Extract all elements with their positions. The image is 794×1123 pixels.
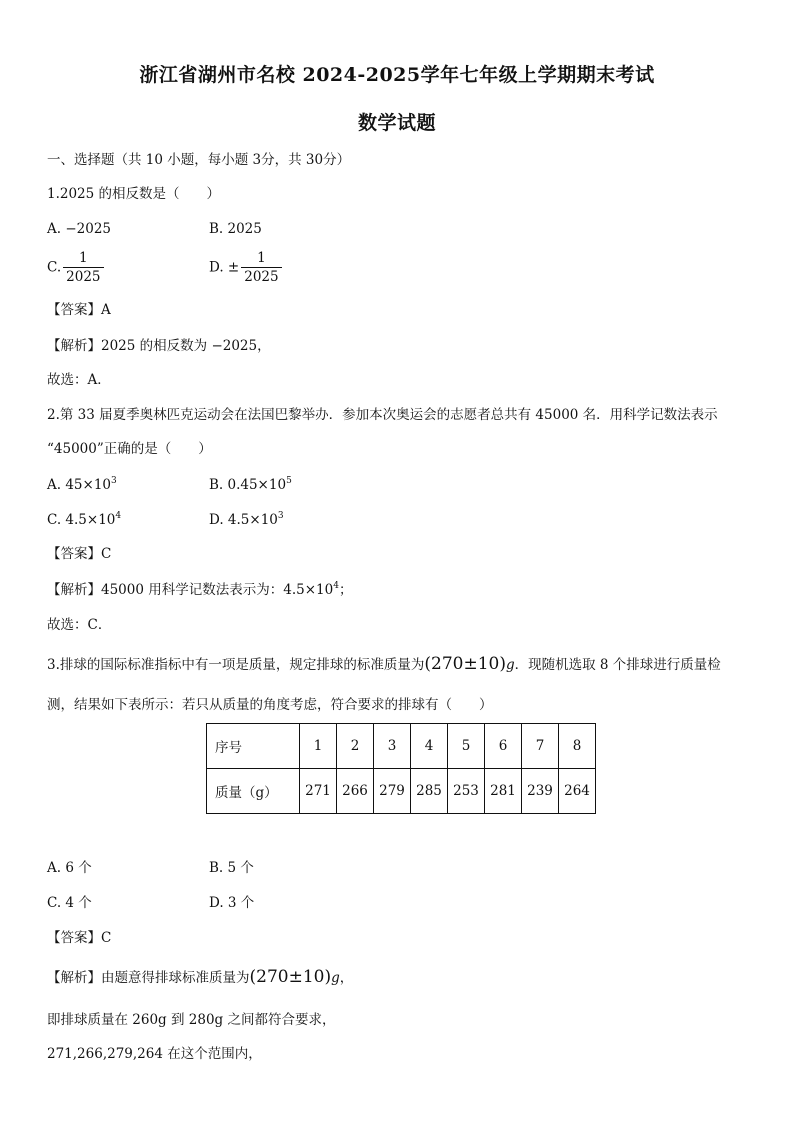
mass-table (206, 723, 596, 814)
table-cell: 285 (411, 769, 448, 814)
q2-option-d (209, 510, 284, 530)
q2-option-b-exponent: 5 (286, 476, 292, 486)
q2-option-c-base: C. 4.5×10 (47, 512, 116, 528)
table-header-index: 序号 (207, 724, 300, 769)
document-subtitle: 数学试题 (357, 112, 436, 134)
q3-stem-text-b: ．现随机选取 8 个排球进行质量检 (514, 657, 721, 673)
table-row-mass (207, 769, 596, 814)
q2-analysis-text: 【解析】45000 用科学记数法表示为：4.5×10 (47, 582, 334, 598)
table-cell: 239 (522, 769, 559, 814)
q1-option-d-fraction (241, 250, 281, 286)
q1-option-c-fraction (63, 250, 103, 286)
q2-conclusion: 故选：C． (47, 617, 112, 633)
q2-analysis-end: ； (338, 582, 353, 598)
q3-option-d: D. 3 个 (209, 895, 255, 911)
table-cell: 264 (559, 769, 596, 814)
q1-option-a: A. −2025 (47, 221, 111, 237)
section-heading: 一、选择题（共 10 小题，每小题 3分，共 30分） (47, 152, 351, 168)
q2-analysis-exponent: 4 (333, 581, 339, 591)
q3-analysis-range: (270±10) (249, 967, 332, 987)
q3-analysis (47, 967, 353, 988)
table-header-mass: 质量（g） (207, 769, 300, 814)
q1-option-b: B. 2025 (209, 221, 262, 237)
table-cell: 281 (485, 769, 522, 814)
table-cell: 8 (559, 724, 596, 769)
q3-analysis-text: 【解析】由题意得排球标准质量为 (47, 970, 250, 986)
table-cell: 1 (300, 724, 337, 769)
q3-stem-unit: g (505, 657, 515, 673)
q1-option-c (47, 250, 104, 286)
q3-stem-range: (270±10) (424, 654, 506, 674)
q3-stem-line1 (47, 654, 721, 675)
q3-analysis-end: ， (339, 970, 354, 986)
q1-conclusion: 故选：A． (47, 372, 111, 388)
q1-option-d-label: D. ± (209, 259, 240, 276)
q3-analysis-unit: g (331, 970, 340, 986)
table-cell: 7 (522, 724, 559, 769)
q2-option-a-exponent: 3 (111, 476, 117, 486)
q3-option-b: B. 5 个 (209, 860, 254, 876)
q3-analysis-line2: 即排球质量在 260g 到 280g 之间都符合要求， (47, 1012, 336, 1028)
q3-analysis-line3: 271,266,279,264 在这个范围内， (47, 1046, 262, 1062)
table-row-index (207, 724, 596, 769)
table-cell: 5 (448, 724, 485, 769)
q1-option-d-numerator: 1 (257, 250, 266, 266)
q3-stem-text-a: 3.排球的国际标准指标中有一项是质量，规定排球的标准质量为 (47, 657, 425, 673)
q1-stem: 1.2025 的相反数是（ ） (47, 186, 221, 202)
q2-option-a-base: A. 45×10 (47, 477, 111, 493)
q2-analysis (47, 580, 352, 600)
document-title: 浙江省湖州市名校 2024-2025学年七年级上学期期末考试 (139, 64, 655, 86)
q2-option-a (47, 475, 117, 495)
q1-option-d (209, 250, 282, 286)
table-cell: 6 (485, 724, 522, 769)
q2-stem-line1: 2.第 33 届夏季奥林匹克运动会在法国巴黎举办．参加本次奥运会的志愿者总共有 45000 名．用科学记数法表示 (47, 407, 718, 423)
q2-option-d-base: D. 4.5×10 (209, 512, 278, 528)
q3-stem-line2: 测，结果如下表所示：若只从质量的角度考虑，符合要求的排球有（ ） (47, 697, 493, 713)
q1-option-d-denominator: 2025 (241, 267, 281, 286)
table-cell: 271 (300, 769, 337, 814)
q3-option-a: A. 6 个 (47, 860, 92, 876)
q2-option-c-exponent: 4 (115, 511, 122, 521)
q2-option-d-exponent: 3 (277, 511, 284, 521)
q2-option-b (209, 475, 292, 495)
q1-option-c-label: C. (47, 259, 62, 276)
q2-stem-line2: “45000”正确的是（ ） (47, 441, 212, 457)
table-cell: 2 (337, 724, 374, 769)
q1-answer: 【答案】A (47, 302, 111, 318)
q1-option-c-denominator: 2025 (63, 267, 103, 286)
q3-answer: 【答案】C (47, 930, 112, 946)
table-cell: 3 (374, 724, 411, 769)
q2-answer: 【答案】C (47, 546, 112, 562)
table-cell: 266 (337, 769, 374, 814)
q2-option-c (47, 510, 121, 530)
table-cell: 4 (411, 724, 448, 769)
q2-option-b-base: B. 0.45×10 (209, 477, 287, 493)
q1-analysis: 【解析】2025 的相反数为 −2025， (47, 338, 271, 354)
q3-option-c: C. 4 个 (47, 895, 92, 911)
table-cell: 253 (448, 769, 485, 814)
table-cell: 279 (374, 769, 411, 814)
q1-option-c-numerator: 1 (79, 250, 88, 266)
